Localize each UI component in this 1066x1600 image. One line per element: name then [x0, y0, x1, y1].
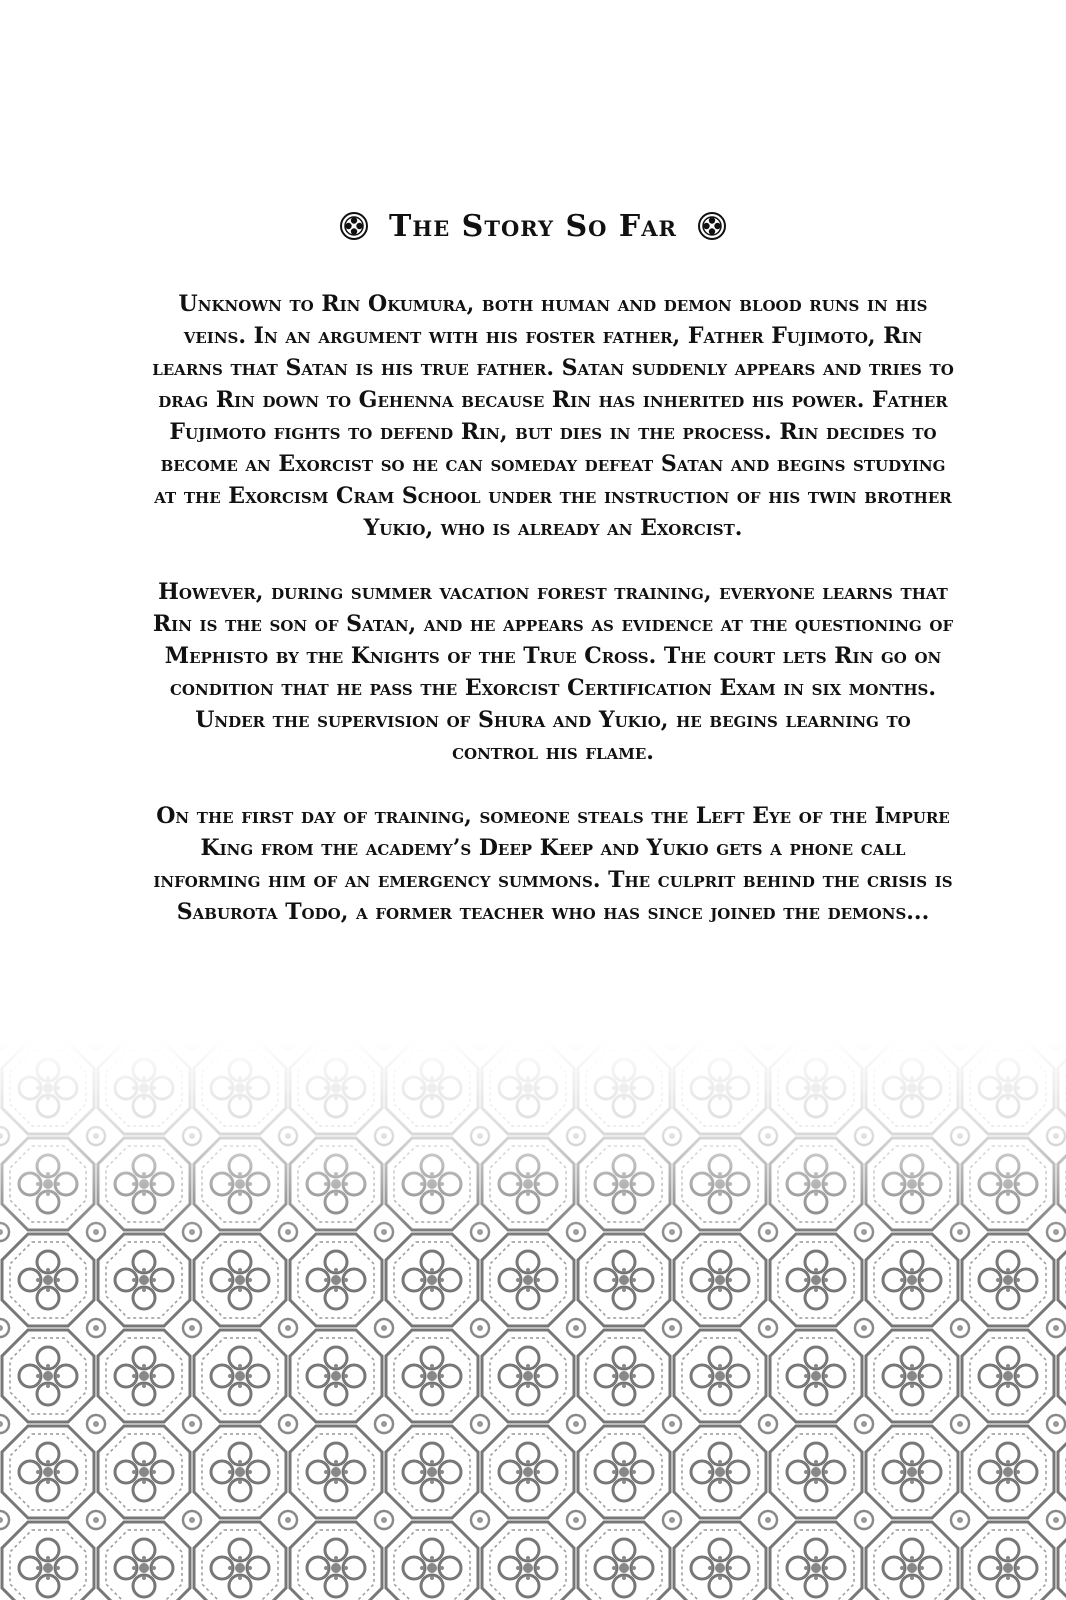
page-title: The Story So Far — [389, 208, 677, 244]
story-paragraph-2: However, during summer vacation forest training, everyone learns that Rin is the son of Satan, and he appears as evidence at the questioning of Mephisto by the Knights of the True Cross. The court lets Rin go on condition that he pass the Exorcist Certification Exam in six months. Under the supervision of Shura and Yukio, he begins learning to control his flame. — [152, 579, 954, 765]
title-row — [0, 202, 1066, 250]
story-body — [150, 288, 956, 960]
rosette-icon — [339, 211, 369, 241]
rosette-icon — [697, 211, 727, 241]
story-paragraph-1: Unknown to Rin Okumura, both human and demon blood runs in his veins. In an argument with his foster father, Father Fujimoto, Rin learns that Satan is his true father. Satan suddenly appears and tries to drag Rin down to Gehenna because Rin has inherited his power. Father Fujimoto fights to defend Rin, but dies in the process. Rin decides to become an Exorcist so he can someday defeat Satan and begins studying at the Exorcism Cram School under the instruction of his twin brother Yukio, who is already an Exorcist. — [152, 291, 954, 541]
story-paragraph-3: On the first day of training, someone steals the Left Eye of the Impure King from the academy’s Deep Keep and Yukio gets a phone call informing him of an emergency summons. The culprit behind the crisis is Saburota Todo, a former teacher who has since joined the demons... — [153, 803, 953, 925]
pattern-fade — [0, 1040, 1066, 1240]
